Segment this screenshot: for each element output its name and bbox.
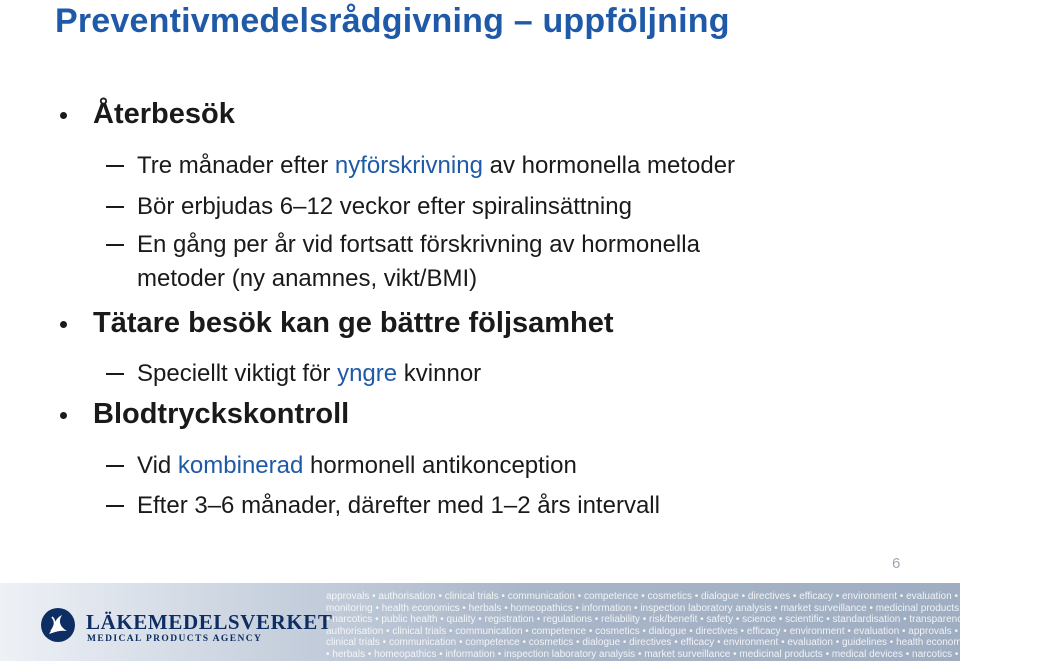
dash-icon bbox=[106, 373, 124, 375]
subitem-continuation: metoder (ny anamnes, vikt/BMI) bbox=[137, 265, 478, 292]
tag-line: authorisation • clinical trials • communication • competence • cosmetics • dialogue • directives • efficacy • environment • evaluation • approvals • authorisation bbox=[326, 625, 1018, 637]
agency-subtitle: MEDICAL PRODUCTS AGENCY bbox=[87, 634, 263, 644]
bullet-heading: Återbesök bbox=[93, 98, 235, 130]
bullet-dot-icon bbox=[60, 412, 67, 419]
page-number: 6 bbox=[892, 555, 901, 572]
subitem-nyforskrivning: Tre månader efter nyförskrivning av hormonella metoder bbox=[137, 149, 735, 183]
footer-banner bbox=[0, 583, 1055, 661]
bullet-heading: Blodtryckskontroll bbox=[93, 398, 350, 430]
agency-name: LÄKEMEDELSVERKET bbox=[86, 610, 333, 634]
tag-line: approvals • authorisation • clinical trials • communication • competence • cosmetics • dialogue • directives • efficacy • environment • evaluation • guidelines • he bbox=[326, 591, 1026, 602]
subitem-intervall: Efter 3–6 månader, därefter med 1–2 års intervall bbox=[137, 489, 660, 523]
agency-logo-icon bbox=[40, 607, 76, 643]
highlighted-term: yngre bbox=[337, 360, 398, 387]
dash-icon bbox=[106, 465, 124, 467]
slide-title: Preventivmedelsrådgivning – uppföljning bbox=[55, 2, 730, 40]
bullet-dot-icon bbox=[60, 112, 67, 119]
bullet-aterbesok bbox=[93, 98, 235, 131]
tag-line: • herbals • homeopathics • information • inspection laboratory analysis • market surveillance • medicinal products • medical devices • narcotics • public heal bbox=[326, 648, 1009, 660]
subitem-fortsatt-forskrivning: En gång per år vid fortsatt förskrivning av hormonella bbox=[137, 228, 700, 262]
dash-icon bbox=[106, 165, 124, 167]
bullet-tatare-besok bbox=[93, 307, 614, 340]
dash-icon bbox=[106, 244, 124, 246]
bullet-heading: Tätare besök kan ge bättre följsamhet bbox=[93, 307, 614, 339]
subitem-yngre-kvinnor: Speciellt viktigt för yngre kvinnor bbox=[137, 357, 481, 391]
subitem-spiralinsattning: Bör erbjudas 6–12 veckor efter spiralinsättning bbox=[137, 190, 632, 224]
dash-icon bbox=[106, 206, 124, 208]
tag-line: monitoring • health economics • herbals • homeopathics • information • inspection laboratory analysis • market surveillance • medicinal products • medical devic bbox=[326, 602, 1029, 614]
highlighted-term: kombinerad bbox=[177, 452, 304, 479]
subitem-kombinerad: Vid kombinerad hormonell antikonception bbox=[137, 449, 577, 483]
tag-line: clinical trials • communication • competence • cosmetics • dialogue • directives • efficacy • environment • evaluation • guidelines • health economics • health bbox=[326, 637, 1011, 648]
bullet-blodtryckskontroll bbox=[93, 398, 349, 431]
keyword-tag-cloud bbox=[326, 591, 1055, 660]
tag-line: • narcotics • public health • quality • registration • regulations • reliability • risk/benefit • safety • science • scientific • standardisation • transparency • vigilance • approv bbox=[326, 614, 1055, 625]
dash-icon bbox=[106, 505, 124, 507]
highlighted-term: nyförskrivning bbox=[334, 152, 483, 179]
bullet-dot-icon bbox=[60, 321, 67, 328]
